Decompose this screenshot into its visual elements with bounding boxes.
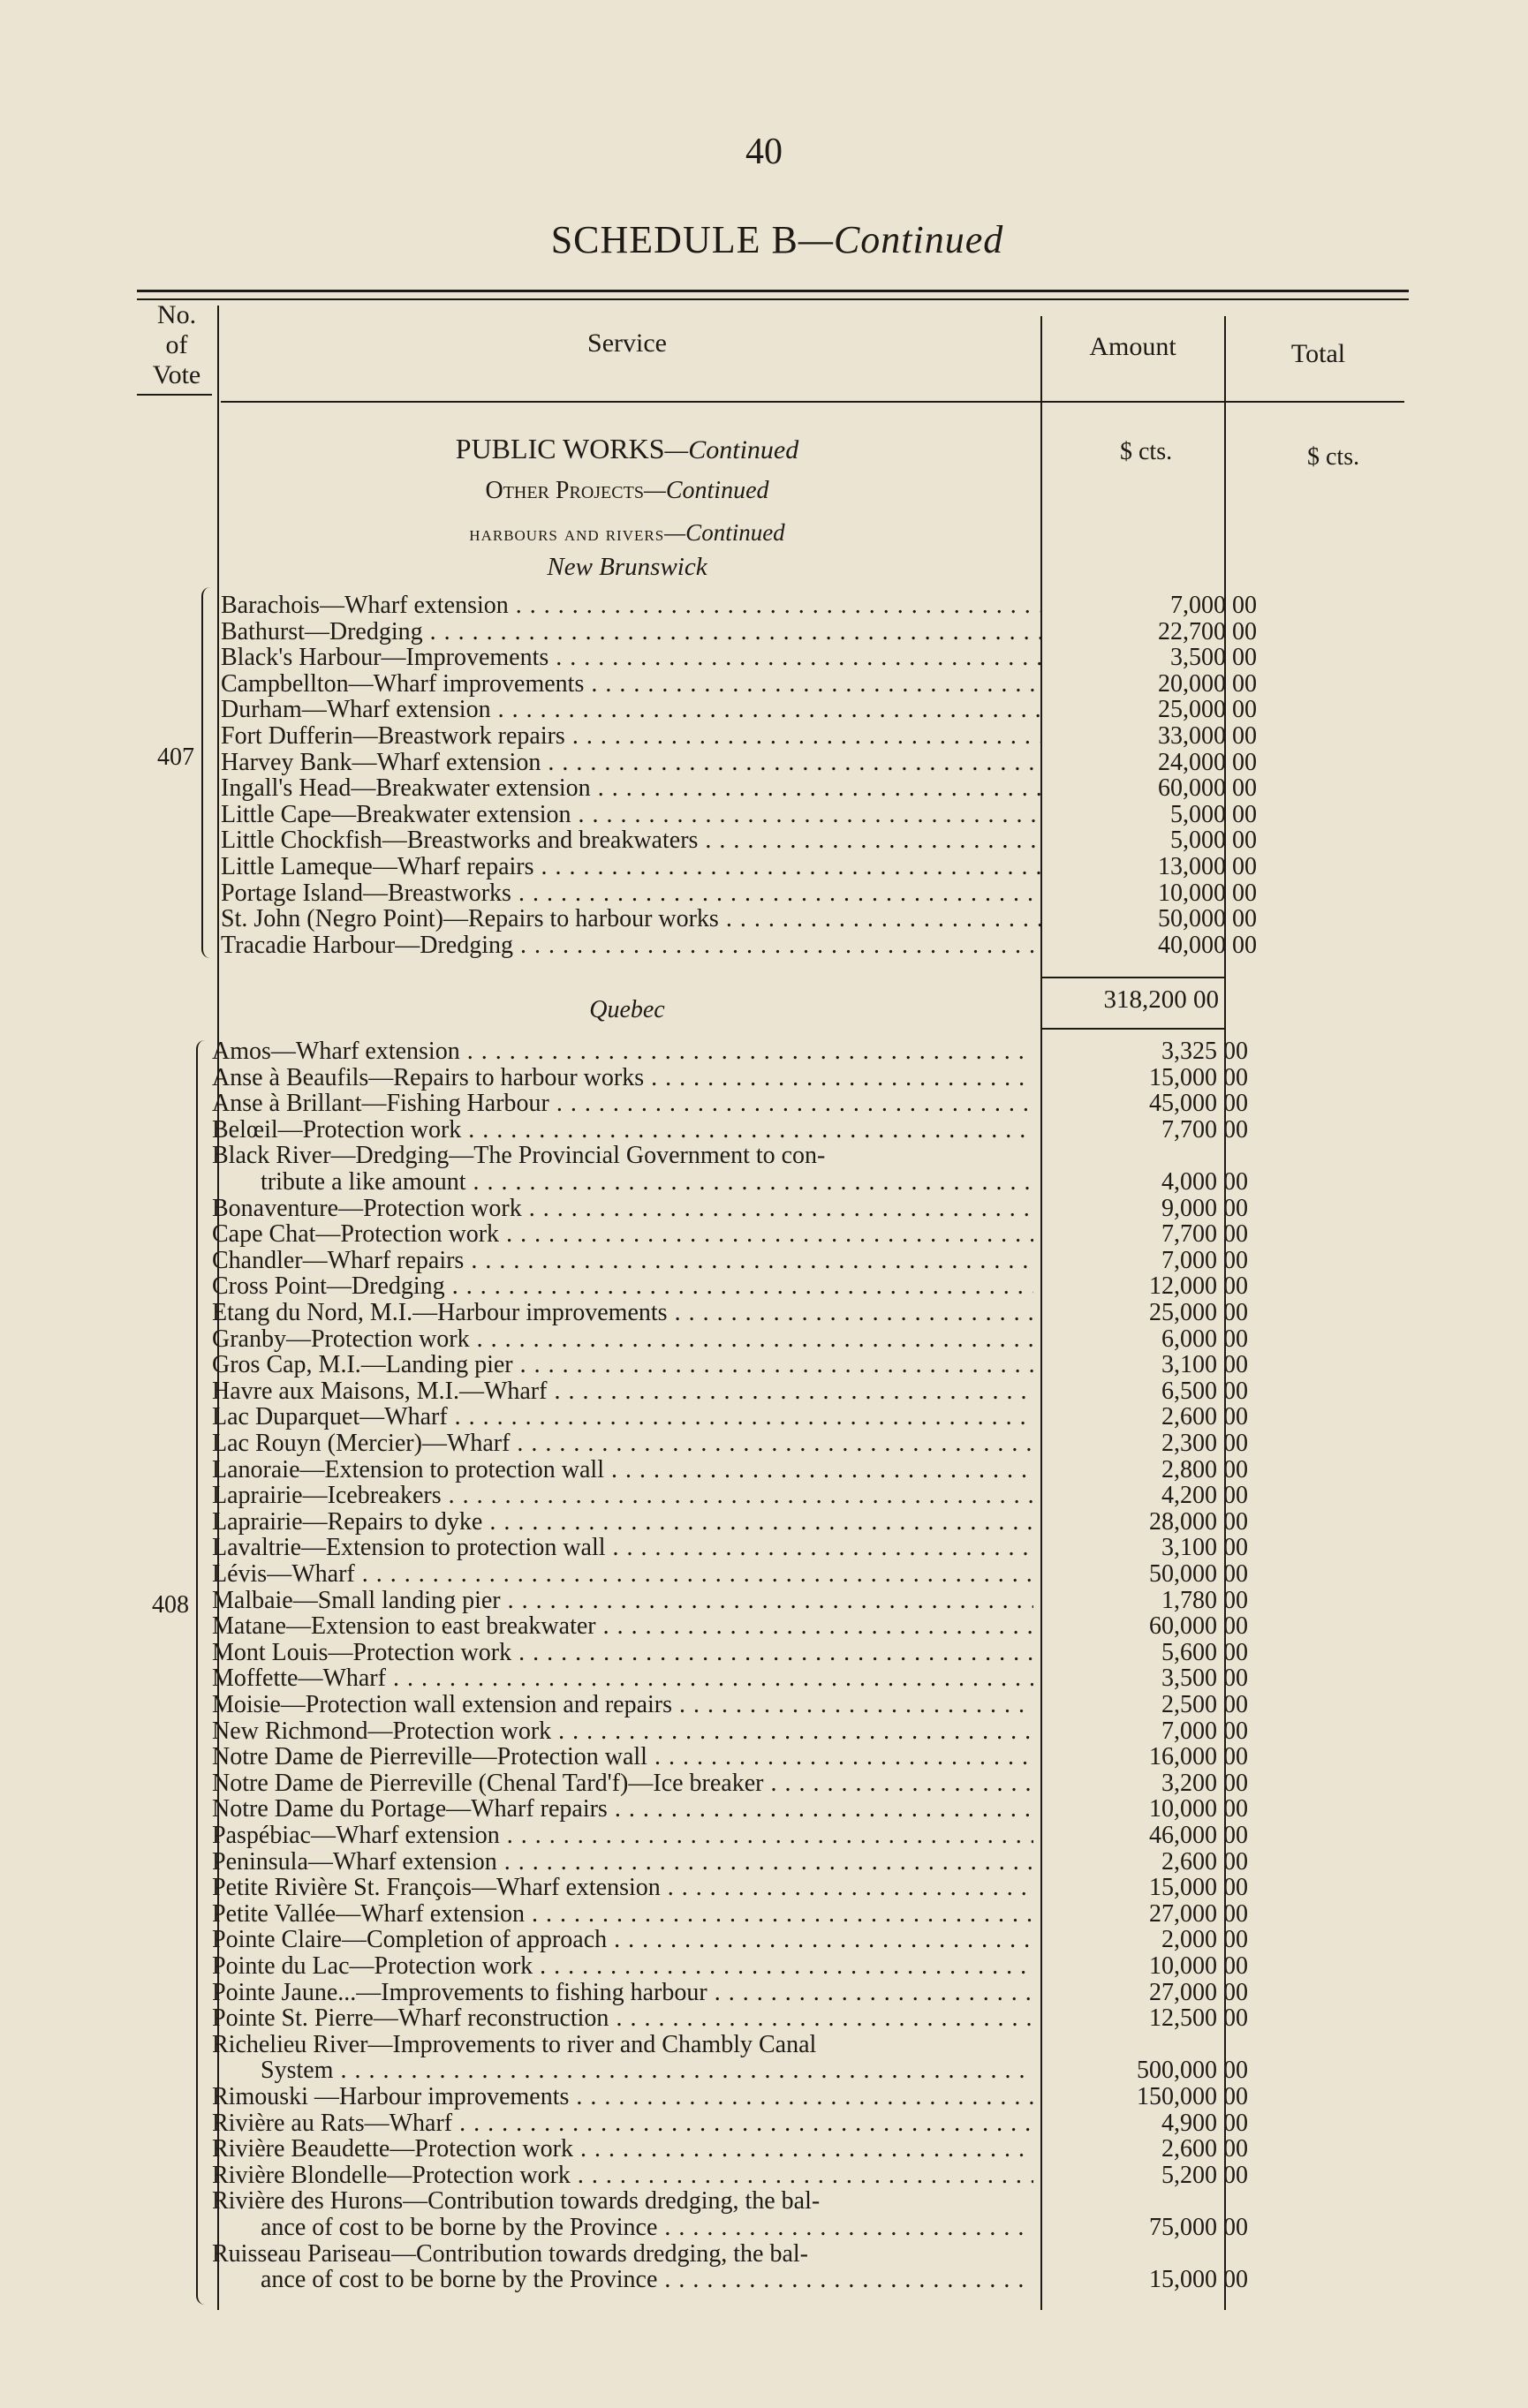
amount-cell: 60,000 00 bbox=[1149, 1612, 1248, 1641]
table-row bbox=[212, 2057, 1248, 2085]
table-row bbox=[221, 931, 1257, 959]
table-row bbox=[212, 2083, 1248, 2110]
amount-cell: 7,700 00 bbox=[1161, 1220, 1248, 1249]
amount-cell: 25,000 00 bbox=[1158, 696, 1257, 724]
amount-cell: 3,500 00 bbox=[1170, 644, 1257, 672]
service-cell: Rivière au Rats—Wharf . . . bbox=[212, 2110, 1033, 2137]
table-row bbox=[212, 1952, 1248, 1980]
header-no: No. bbox=[156, 300, 197, 329]
service-cell: Cape Chat—Protection work . . . bbox=[212, 1221, 1033, 1248]
service-cell: Malbaie—Small landing pier . . . bbox=[212, 1588, 1033, 1614]
service-cell: Etang du Nord, M.I.—Harbour improvements . . . bbox=[212, 1300, 1033, 1326]
section-harbours-rivers bbox=[221, 519, 1033, 547]
service-cell: Fort Dufferin—Breastwork repairs . . . bbox=[221, 723, 1042, 750]
header-underline-main bbox=[221, 401, 1404, 403]
table-row bbox=[212, 1743, 1248, 1771]
amount-cell: 2,600 00 bbox=[1161, 1403, 1248, 1431]
service-cell: Paspébiac—Wharf extension . . . bbox=[212, 1823, 1033, 1849]
header-underline-vote bbox=[137, 394, 212, 396]
amount-cell: 9,000 00 bbox=[1161, 1194, 1248, 1222]
amount-cell: 50,000 00 bbox=[1158, 905, 1257, 933]
amount-cell: 10,000 00 bbox=[1149, 1952, 1248, 1980]
table-row bbox=[221, 800, 1257, 828]
public-works-continued: —Continued bbox=[664, 435, 799, 464]
table-row bbox=[212, 1482, 1248, 1510]
service-cell: Petite Vallée—Wharf extension . . . bbox=[212, 1901, 1033, 1928]
service-cell: Laprairie—Repairs to dyke . . . bbox=[212, 1509, 1033, 1536]
amount-cell: 25,000 00 bbox=[1149, 1299, 1248, 1326]
service-cell: New Richmond—Protection work . . . bbox=[212, 1718, 1033, 1745]
harbours-rivers-continued: —Continued bbox=[664, 519, 785, 546]
amount-cell: 6,000 00 bbox=[1161, 1325, 1248, 1353]
service-cell: Little Chockfish—Breastworks and breakwaters . . . bbox=[221, 827, 1042, 854]
service-cell: Belœil—Protection work . . . bbox=[212, 1117, 1033, 1144]
service-cell: Lac Duparquet—Wharf . . . bbox=[212, 1404, 1033, 1430]
amount-cell: 7,000 00 bbox=[1170, 592, 1257, 619]
table-row bbox=[212, 1090, 1248, 1118]
table-row bbox=[212, 1220, 1248, 1249]
top-rule-2 bbox=[137, 298, 1409, 300]
amount-cell: 3,100 00 bbox=[1161, 1534, 1248, 1562]
service-cell: Pointe Claire—Completion of approach . . . bbox=[212, 1927, 1033, 1953]
header-no-of-vote bbox=[137, 300, 216, 390]
service-cell: Anse à Beaufils—Repairs to harbour works . . . bbox=[212, 1065, 1033, 1091]
table-row bbox=[212, 1612, 1248, 1641]
service-cell: Black River—Dredging—The Provincial Government to con- bbox=[212, 1143, 826, 1170]
table-row bbox=[221, 827, 1257, 855]
amount-cell: 2,600 00 bbox=[1161, 2135, 1248, 2163]
service-cell: Lanoraie—Extension to protection wall . . . bbox=[212, 1457, 1033, 1483]
table-row bbox=[221, 617, 1257, 645]
service-cell: ance of cost to be borne by the Province . . . bbox=[212, 2267, 1033, 2293]
table-row bbox=[212, 1272, 1248, 1301]
table-row bbox=[212, 1926, 1248, 1954]
table-row bbox=[212, 2032, 1245, 2058]
table-row bbox=[221, 905, 1257, 933]
table-row bbox=[212, 1847, 1248, 1876]
header-amount: Amount bbox=[1089, 332, 1176, 361]
vote-brace-nb bbox=[201, 587, 210, 958]
table-row bbox=[212, 2109, 1248, 2137]
vote-number-qc: 408 bbox=[152, 1591, 189, 1619]
service-cell: Rivière Beaudette—Protection work . . . bbox=[212, 2136, 1033, 2163]
section-quebec: Quebec bbox=[589, 996, 665, 1023]
amount-cell: 46,000 00 bbox=[1149, 1822, 1248, 1849]
service-cell: Rivière Blondelle—Protection work . . . bbox=[212, 2163, 1033, 2189]
service-cell: Pointe St. Pierre—Wharf reconstruction . . . bbox=[212, 2005, 1033, 2032]
amount-cell: 3,200 00 bbox=[1161, 1769, 1248, 1797]
service-cell: Bathurst—Dredging . . . bbox=[221, 619, 1042, 645]
service-cell: Portage Island—Breastworks . . . bbox=[221, 880, 1042, 907]
table-row bbox=[212, 1664, 1248, 1693]
table-row bbox=[212, 2135, 1248, 2163]
table-row bbox=[212, 1325, 1248, 1353]
amount-cell: 5,200 00 bbox=[1161, 2161, 1248, 2189]
table-row bbox=[212, 1560, 1248, 1588]
service-cell: Pointe Jaune...—Improvements to fishing harbour . . . bbox=[212, 1980, 1033, 2006]
amount-cell: 27,000 00 bbox=[1149, 1978, 1248, 2006]
amount-cell: 75,000 00 bbox=[1149, 2214, 1248, 2241]
table-row bbox=[212, 2161, 1248, 2189]
table-row bbox=[212, 1769, 1248, 1797]
amount-cell: 50,000 00 bbox=[1149, 1560, 1248, 1588]
service-cell: Ruisseau Pariseau—Contribution towards dredging, the bal- bbox=[212, 2240, 808, 2268]
amount-cell: 45,000 00 bbox=[1149, 1090, 1248, 1118]
harbours-rivers-label: harbours and rivers bbox=[469, 523, 665, 546]
amount-cell: 500,000 00 bbox=[1137, 2057, 1248, 2085]
section-other-projects bbox=[221, 477, 1033, 505]
table-row bbox=[212, 1168, 1248, 1196]
header-vote: Vote bbox=[152, 360, 201, 389]
table-row bbox=[212, 1874, 1248, 1902]
amount-cell: 4,200 00 bbox=[1161, 1482, 1248, 1510]
amount-cell: 7,700 00 bbox=[1161, 1115, 1248, 1144]
table-row bbox=[212, 1978, 1248, 2006]
service-cell: Lac Rouyn (Mercier)—Wharf . . . bbox=[212, 1430, 1033, 1457]
service-cell: St. John (Negro Point)—Repairs to harbour works . . . bbox=[221, 906, 1042, 932]
amount-cell: 13,000 00 bbox=[1158, 853, 1257, 880]
amount-cell: 15,000 00 bbox=[1149, 2266, 1248, 2294]
table-row bbox=[212, 1377, 1248, 1405]
page-title bbox=[0, 217, 1528, 262]
service-cell: Cross Point—Dredging . . . bbox=[212, 1273, 1033, 1300]
header-service: Service bbox=[587, 328, 667, 358]
amount-cell: 5,600 00 bbox=[1161, 1638, 1248, 1666]
nb-subtotal-rule-bottom bbox=[1042, 1028, 1224, 1030]
page-number: 40 bbox=[745, 132, 783, 172]
amount-cell: 10,000 00 bbox=[1149, 1795, 1248, 1823]
amount-cell: 40,000 00 bbox=[1158, 931, 1257, 959]
amount-cell: 10,000 00 bbox=[1158, 879, 1257, 907]
amount-cell: 2,500 00 bbox=[1161, 1691, 1248, 1718]
amount-cell: 2,300 00 bbox=[1161, 1430, 1248, 1457]
other-projects-label: Other Projects bbox=[485, 477, 644, 504]
service-cell: Gros Cap, M.I.—Landing pier . . . bbox=[212, 1352, 1033, 1378]
section-new-brunswick: New Brunswick bbox=[547, 553, 707, 581]
table-row bbox=[212, 1795, 1248, 1823]
table-row bbox=[212, 1143, 1245, 1169]
amount-cell: 150,000 00 bbox=[1137, 2083, 1248, 2110]
service-cell: Little Cape—Breakwater extension . . . bbox=[221, 802, 1042, 828]
amount-cell: 3,500 00 bbox=[1161, 1664, 1248, 1693]
amount-cell: 5,000 00 bbox=[1170, 827, 1257, 855]
amount-cell: 2,000 00 bbox=[1161, 1926, 1248, 1954]
currency-amount: $ cts. bbox=[1120, 438, 1173, 465]
service-cell: Moffette—Wharf . . . bbox=[212, 1665, 1033, 1692]
amount-cell: 16,000 00 bbox=[1149, 1743, 1248, 1771]
table-row bbox=[212, 1063, 1248, 1091]
table-row bbox=[221, 722, 1257, 750]
service-cell: Lavaltrie—Extension to protection wall . . . bbox=[212, 1535, 1033, 1561]
service-cell: Anse à Brillant—Fishing Harbour . . . bbox=[212, 1091, 1033, 1117]
amount-cell: 2,600 00 bbox=[1161, 1847, 1248, 1876]
service-cell: Little Lameque—Wharf repairs . . . bbox=[221, 854, 1042, 880]
table-row bbox=[212, 1691, 1248, 1718]
service-cell: Rimouski —Harbour improvements . . . bbox=[212, 2084, 1033, 2110]
service-cell: Pointe du Lac—Protection work . . . bbox=[212, 1953, 1033, 1980]
service-cell: Moisie—Protection wall extension and repairs . . . bbox=[212, 1692, 1033, 1718]
table-row bbox=[221, 669, 1257, 698]
table-row bbox=[212, 1507, 1248, 1536]
table-row bbox=[212, 1299, 1248, 1326]
amount-cell: 28,000 00 bbox=[1149, 1507, 1248, 1536]
amount-cell: 15,000 00 bbox=[1149, 1874, 1248, 1902]
table-row bbox=[221, 879, 1257, 907]
service-cell: Richelieu River—Improvements to river and Chambly Canal bbox=[212, 2031, 817, 2058]
service-cell: Bonaventure—Protection work . . . bbox=[212, 1196, 1033, 1222]
table-row bbox=[212, 1899, 1248, 1928]
amount-cell: 7,000 00 bbox=[1161, 1717, 1248, 1745]
table-row bbox=[212, 1822, 1248, 1849]
table-row bbox=[212, 1586, 1248, 1614]
service-cell: Laprairie—Icebreakers . . . bbox=[212, 1483, 1033, 1509]
service-cell: Rivière des Hurons—Contribution towards dredging, the bal- bbox=[212, 2188, 821, 2216]
amount-cell: 3,100 00 bbox=[1161, 1351, 1248, 1379]
vote-number-nb: 407 bbox=[157, 744, 194, 771]
service-cell: Mont Louis—Protection work . . . bbox=[212, 1640, 1033, 1666]
header-total: Total bbox=[1290, 339, 1346, 368]
service-cell: Peninsula—Wharf extension . . . bbox=[212, 1849, 1033, 1876]
service-cell: Harvey Bank—Wharf extension . . . bbox=[221, 750, 1042, 776]
amount-cell: 20,000 00 bbox=[1158, 669, 1257, 698]
service-cell: Havre aux Maisons, M.I.—Wharf . . . bbox=[212, 1378, 1033, 1405]
top-rule-1 bbox=[137, 290, 1409, 292]
amount-cell: 2,800 00 bbox=[1161, 1455, 1248, 1483]
table-row bbox=[212, 1403, 1248, 1431]
table-row bbox=[212, 1038, 1248, 1065]
table-row bbox=[212, 1430, 1248, 1457]
nb-subtotal: 318,200 00 bbox=[1103, 985, 1219, 1014]
service-cell: Tracadie Harbour—Dredging . . . bbox=[221, 932, 1042, 959]
public-works-label: PUBLIC WORKS bbox=[455, 433, 665, 464]
service-cell: Durham—Wharf extension . . . bbox=[221, 697, 1042, 723]
table-row bbox=[212, 1638, 1248, 1666]
service-cell: tribute a like amount . . . bbox=[212, 1169, 1033, 1196]
nb-subtotal-rule bbox=[1042, 977, 1224, 978]
service-cell: ance of cost to be borne by the Province . . . bbox=[212, 2215, 1033, 2241]
table-row bbox=[212, 2004, 1248, 2033]
table-row bbox=[212, 1246, 1248, 1274]
schedule-title-continued: —Continued bbox=[798, 218, 1004, 261]
service-cell: Amos—Wharf extension . . . bbox=[212, 1038, 1033, 1065]
service-cell: Black's Harbour—Improvements . . . bbox=[221, 645, 1042, 671]
table-row bbox=[221, 774, 1257, 803]
vote-brace-qc bbox=[196, 1040, 205, 2305]
amount-cell: 1,780 00 bbox=[1161, 1586, 1248, 1614]
table-row bbox=[221, 592, 1257, 619]
table-row bbox=[212, 2241, 1245, 2268]
table-row bbox=[212, 1534, 1248, 1562]
service-cell: Campbellton—Wharf improvements . . . bbox=[221, 671, 1042, 698]
amount-cell: 27,000 00 bbox=[1149, 1899, 1248, 1928]
table-row bbox=[212, 1717, 1248, 1745]
service-cell: Ingall's Head—Breakwater extension . . . bbox=[221, 775, 1042, 802]
service-cell: Lévis—Wharf . . . bbox=[212, 1561, 1033, 1588]
currency-total: $ cts. bbox=[1307, 443, 1360, 471]
header-of: of bbox=[165, 330, 188, 359]
service-cell: Petite Rivière St. François—Wharf extension . . . bbox=[212, 1875, 1033, 1901]
service-cell: System . . . bbox=[212, 2057, 1033, 2084]
amount-cell: 7,000 00 bbox=[1161, 1246, 1248, 1274]
amount-cell: 4,900 00 bbox=[1161, 2109, 1248, 2137]
service-cell: Notre Dame de Pierreville (Chenal Tard'f)—Ice breaker . . . bbox=[212, 1770, 1033, 1797]
amount-cell: 22,700 00 bbox=[1158, 617, 1257, 645]
table-row bbox=[221, 696, 1257, 724]
service-cell: Matane—Extension to east breakwater . . . bbox=[212, 1613, 1033, 1640]
table-row bbox=[212, 1115, 1248, 1144]
table-row bbox=[212, 1351, 1248, 1379]
table-row bbox=[212, 2214, 1248, 2241]
table-row bbox=[212, 1455, 1248, 1483]
service-cell: Chandler—Wharf repairs . . . bbox=[212, 1248, 1033, 1274]
service-cell: Barachois—Wharf extension . . . bbox=[221, 593, 1042, 619]
amount-cell: 15,000 00 bbox=[1149, 1063, 1248, 1091]
amount-cell: 12,500 00 bbox=[1149, 2004, 1248, 2033]
amount-cell: 6,500 00 bbox=[1161, 1377, 1248, 1405]
amount-cell: 3,325 00 bbox=[1161, 1038, 1248, 1065]
amount-cell: 4,000 00 bbox=[1161, 1168, 1248, 1196]
amount-cell: 60,000 00 bbox=[1158, 774, 1257, 803]
table-row bbox=[221, 644, 1257, 672]
amount-cell: 12,000 00 bbox=[1149, 1272, 1248, 1301]
other-projects-continued: —Continued bbox=[643, 477, 769, 504]
table-row bbox=[212, 1194, 1248, 1222]
amount-cell: 5,000 00 bbox=[1170, 800, 1257, 828]
amount-cell: 33,000 00 bbox=[1158, 722, 1257, 750]
table-row bbox=[221, 853, 1257, 880]
table-row bbox=[212, 2188, 1245, 2215]
service-cell: Granby—Protection work . . . bbox=[212, 1326, 1033, 1353]
section-public-works bbox=[221, 433, 1033, 465]
service-cell: Notre Dame de Pierreville—Protection wall . . . bbox=[212, 1744, 1033, 1770]
table-row bbox=[221, 748, 1257, 776]
schedule-title: SCHEDULE B bbox=[550, 218, 798, 261]
table-row bbox=[212, 2266, 1248, 2294]
service-cell: Notre Dame du Portage—Wharf repairs . . . bbox=[212, 1796, 1033, 1823]
amount-cell: 24,000 00 bbox=[1158, 748, 1257, 776]
